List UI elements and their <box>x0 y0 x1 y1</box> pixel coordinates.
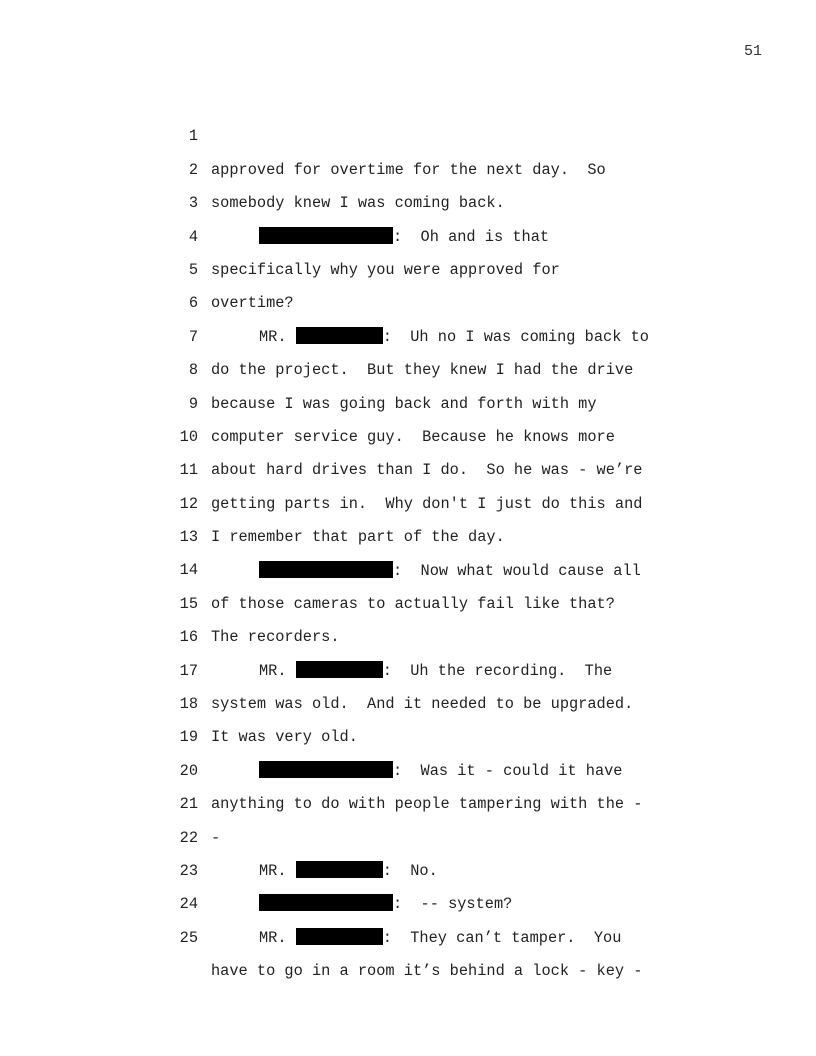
line-text: - <box>211 828 221 847</box>
line-number: 24 <box>179 895 198 914</box>
line-number: 19 <box>179 728 198 747</box>
line-number: 12 <box>179 494 198 513</box>
page-number: 51 <box>743 43 762 60</box>
line-text: of those cameras to actually fail like that? <box>211 594 615 613</box>
line-text: do the project. But they knew I had the drive <box>211 361 634 380</box>
line-number: 23 <box>179 862 198 880</box>
line-number: 17 <box>179 661 198 680</box>
line-text: getting parts in. Why don't I just do this and <box>211 494 643 513</box>
line-text: computer service guy. Because he knows more <box>211 427 615 446</box>
line-text: specifically why you were approved for <box>211 260 560 279</box>
line-number: 14 <box>179 561 198 580</box>
line-text: : Uh no I was coming back to <box>382 327 649 346</box>
speaker-line <box>211 922 621 955</box>
line-text: system was old. And it needed to be upgraded. <box>211 695 634 714</box>
line-text: : -- system? <box>393 895 513 914</box>
line-number: 10 <box>179 427 198 446</box>
line-text: : Now what would cause all <box>393 561 641 580</box>
line-number: 16 <box>179 628 198 647</box>
line-text: have to go in a room it’s behind a lock - key - <box>211 962 643 981</box>
line-number: 7 <box>188 327 198 346</box>
line-text: The recorders. <box>211 628 340 647</box>
line-text: approved for overtime for the next day. So <box>211 160 606 179</box>
line-number: 4 <box>188 227 198 246</box>
line-text: overtime? <box>211 294 294 313</box>
line-number: 21 <box>179 795 198 814</box>
line-number: 8 <box>188 361 198 380</box>
line-text: : Oh and is that <box>393 227 550 246</box>
line-text: It was very old. <box>211 728 358 747</box>
line-text: : Uh the recording. The <box>382 661 613 680</box>
line-number: 15 <box>179 594 198 613</box>
line-number: 22 <box>179 828 198 847</box>
line-number: 6 <box>188 294 198 313</box>
line-number: 9 <box>188 394 198 413</box>
transcript-line <box>170 87 690 179</box>
line-text: I remember that part of the day. <box>211 528 505 547</box>
line-number: 13 <box>179 528 198 547</box>
speaker-prefix: MR. <box>259 862 296 881</box>
speaker-prefix: MR. <box>259 928 296 947</box>
line-text: somebody knew I was coming back. <box>211 194 505 213</box>
line-text: : Was it - could it have <box>393 761 623 780</box>
redacted-name-bar <box>296 928 383 945</box>
line-text: : They can’t tamper. You <box>382 928 622 947</box>
speaker-prefix: MR. <box>259 327 296 346</box>
line-number: 25 <box>179 928 198 947</box>
line-number: 5 <box>188 260 198 279</box>
transcript-body <box>170 87 690 981</box>
speaker-prefix: MR. <box>259 661 296 680</box>
line-text: anything to do with people tampering with the - <box>211 795 643 814</box>
line-number: 1 <box>188 127 198 146</box>
line-number: 11 <box>179 461 198 480</box>
line-number: 18 <box>179 695 198 714</box>
line-text: because I was going back and forth with my <box>211 394 597 413</box>
line-number: 20 <box>179 761 198 780</box>
line-text: about hard drives than I do. So he was - we’re <box>211 461 643 480</box>
line-number: 3 <box>188 194 198 213</box>
line-number: 2 <box>188 160 198 179</box>
line-text: : No. <box>382 862 438 881</box>
